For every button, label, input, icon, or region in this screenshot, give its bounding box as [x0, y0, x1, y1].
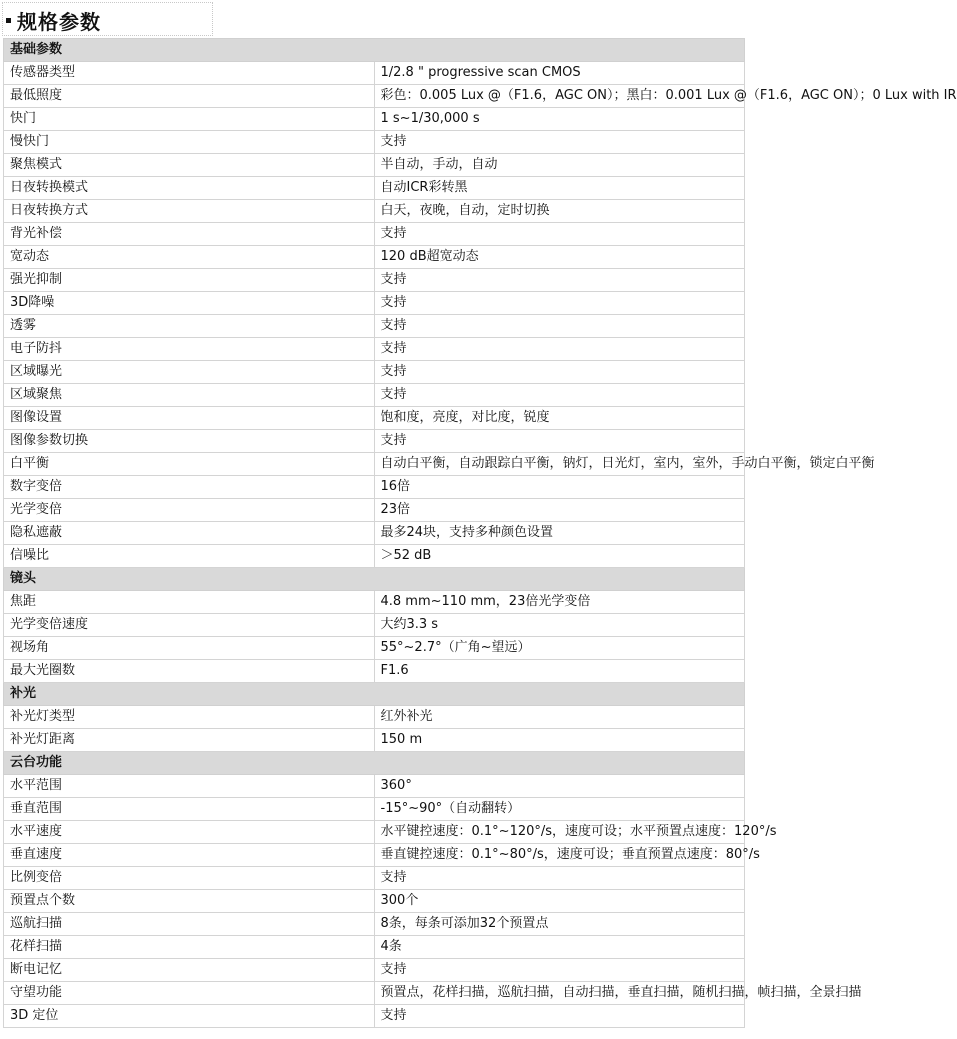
spec-row: [4, 890, 745, 913]
section-title: 补光: [4, 683, 745, 706]
spec-row: [4, 729, 745, 752]
spec-value: 支持: [374, 315, 745, 338]
spec-label: 预置点个数: [4, 890, 375, 913]
spec-row: [4, 384, 745, 407]
spec-value: 水平键控速度：0.1°~120°/s，速度可设；水平预置点速度：120°/s: [374, 821, 745, 844]
spec-row: [4, 200, 745, 223]
spec-value: 360°: [374, 775, 745, 798]
spec-row: [4, 453, 745, 476]
spec-value: F1.6: [374, 660, 745, 683]
spec-label: 传感器类型: [4, 62, 375, 85]
spec-label: 聚焦模式: [4, 154, 375, 177]
spec-label: 巡航扫描: [4, 913, 375, 936]
spec-row: [4, 913, 745, 936]
spec-value: 半自动，手动，自动: [374, 154, 745, 177]
spec-value: 16倍: [374, 476, 745, 499]
spec-table: [3, 38, 957, 1028]
section-title: 基础参数: [4, 39, 745, 62]
spec-label: 图像参数切换: [4, 430, 375, 453]
spec-label: 最低照度: [4, 85, 375, 108]
spec-label: 强光抑制: [4, 269, 375, 292]
spec-row: [4, 936, 745, 959]
spec-label: 背光补偿: [4, 223, 375, 246]
spec-value: 支持: [374, 384, 745, 407]
spec-value: 150 m: [374, 729, 745, 752]
spec-value: -15°~90°（自动翻转）: [374, 798, 745, 821]
spec-value: 支持: [374, 361, 745, 384]
spec-row: [4, 131, 745, 154]
bullet-icon: [6, 18, 11, 23]
spec-value: 饱和度，亮度，对比度，锐度: [374, 407, 745, 430]
spec-row: [4, 959, 745, 982]
spec-table-body: [4, 39, 957, 1028]
spec-value: 最多24块，支持多种颜色设置: [374, 522, 745, 545]
spec-value: 300个: [374, 890, 745, 913]
spec-label: 数字变倍: [4, 476, 375, 499]
spec-label: 垂直速度: [4, 844, 375, 867]
spec-row: [4, 476, 745, 499]
spec-label: 花样扫描: [4, 936, 375, 959]
spec-value: 4条: [374, 936, 745, 959]
spec-label: 隐私遮蔽: [4, 522, 375, 545]
spec-row: [4, 407, 745, 430]
spec-row: [4, 821, 745, 844]
spec-label: 水平范围: [4, 775, 375, 798]
spec-value: 1/2.8 " progressive scan CMOS: [374, 62, 745, 85]
spec-value: 支持: [374, 131, 745, 154]
spec-label: 慢快门: [4, 131, 375, 154]
spec-row: [4, 177, 745, 200]
spec-label: 日夜转换模式: [4, 177, 375, 200]
spec-label: 区域曝光: [4, 361, 375, 384]
spec-value: 白天，夜晚，自动，定时切换: [374, 200, 745, 223]
spec-label: 光学变倍: [4, 499, 375, 522]
spec-label: 补光灯类型: [4, 706, 375, 729]
spec-row: [4, 545, 745, 568]
spec-row: [4, 292, 745, 315]
spec-value: 4.8 mm~110 mm，23倍光学变倍: [374, 591, 745, 614]
spec-label: 快门: [4, 108, 375, 131]
spec-label: 光学变倍速度: [4, 614, 375, 637]
section-header: [4, 752, 745, 775]
spec-value: 彩色：0.005 Lux @（F1.6，AGC ON）；黑白：0.001 Lux @（F1.6，AGC ON）；0 Lux with IR: [374, 85, 745, 108]
spec-row: [4, 706, 745, 729]
spec-label: 垂直范围: [4, 798, 375, 821]
spec-row: [4, 637, 745, 660]
spec-label: 透雾: [4, 315, 375, 338]
spec-row: [4, 108, 745, 131]
spec-label: 比例变倍: [4, 867, 375, 890]
spec-value: 红外补光: [374, 706, 745, 729]
spec-label: 3D降噪: [4, 292, 375, 315]
spec-row: [4, 775, 745, 798]
spec-value: 支持: [374, 1005, 745, 1028]
spec-row: [4, 361, 745, 384]
spec-label: 图像设置: [4, 407, 375, 430]
spec-label: 视场角: [4, 637, 375, 660]
spec-value: 120 dB超宽动态: [374, 246, 745, 269]
spec-row: [4, 246, 745, 269]
spec-label: 信噪比: [4, 545, 375, 568]
spec-row: [4, 315, 745, 338]
spec-label: 断电记忆: [4, 959, 375, 982]
spec-row: [4, 223, 745, 246]
spec-row: [4, 269, 745, 292]
spec-value: ＞52 dB: [374, 545, 745, 568]
spec-row: [4, 844, 745, 867]
spec-label: 最大光圈数: [4, 660, 375, 683]
spec-label: 日夜转换方式: [4, 200, 375, 223]
section-header: [4, 568, 745, 591]
spec-label: 3D 定位: [4, 1005, 375, 1028]
spec-row: [4, 798, 745, 821]
spec-row: [4, 591, 745, 614]
spec-row: [4, 338, 745, 361]
page-title-text: 规格参数: [17, 10, 101, 34]
spec-label: 电子防抖: [4, 338, 375, 361]
spec-label: 守望功能: [4, 982, 375, 1005]
spec-value: 支持: [374, 292, 745, 315]
section-header: [4, 39, 745, 62]
spec-row: [4, 1005, 745, 1028]
spec-value: 支持: [374, 959, 745, 982]
spec-label: 区域聚焦: [4, 384, 375, 407]
spec-value: 自动ICR彩转黑: [374, 177, 745, 200]
spec-row: [4, 982, 745, 1005]
spec-row: [4, 62, 745, 85]
spec-row: [4, 430, 745, 453]
spec-value: 支持: [374, 269, 745, 292]
spec-label: 宽动态: [4, 246, 375, 269]
spec-value: 1 s~1/30,000 s: [374, 108, 745, 131]
spec-value: 垂直键控速度：0.1°~80°/s，速度可设；垂直预置点速度：80°/s: [374, 844, 745, 867]
spec-value: 55°~2.7°（广角~望远）: [374, 637, 745, 660]
spec-row: [4, 85, 745, 108]
spec-label: 白平衡: [4, 453, 375, 476]
section-header: [4, 683, 745, 706]
spec-row: [4, 867, 745, 890]
spec-value: 支持: [374, 223, 745, 246]
spec-value: 8条，每条可添加32个预置点: [374, 913, 745, 936]
spec-value: 支持: [374, 867, 745, 890]
spec-row: [4, 499, 745, 522]
spec-value: 23倍: [374, 499, 745, 522]
spec-label: 焦距: [4, 591, 375, 614]
spec-row: [4, 522, 745, 545]
section-title: 云台功能: [4, 752, 745, 775]
section-title: 镜头: [4, 568, 745, 591]
spec-value: 支持: [374, 430, 745, 453]
spec-value: 自动白平衡，自动跟踪白平衡，钠灯，日光灯，室内，室外，手动白平衡，锁定白平衡: [374, 453, 745, 476]
spec-label: 补光灯距离: [4, 729, 375, 752]
spec-row: [4, 660, 745, 683]
spec-value: 大约3.3 s: [374, 614, 745, 637]
spec-row: [4, 154, 745, 177]
spec-value: 预置点，花样扫描，巡航扫描，自动扫描，垂直扫描，随机扫描，帧扫描，全景扫描: [374, 982, 745, 1005]
page-title: [6, 6, 101, 35]
spec-row: [4, 614, 745, 637]
spec-label: 水平速度: [4, 821, 375, 844]
spec-value: 支持: [374, 338, 745, 361]
